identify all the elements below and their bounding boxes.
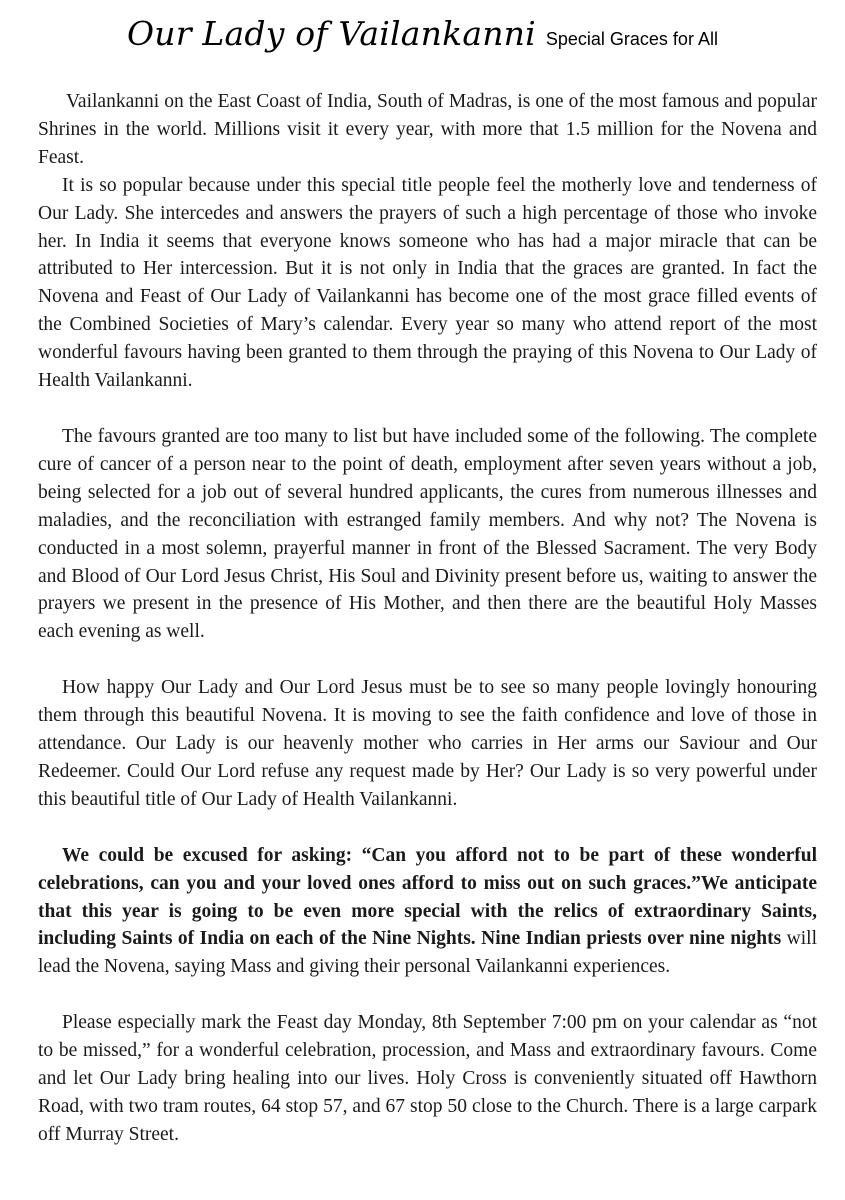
paragraph-gap	[38, 646, 817, 674]
paragraph-gap	[38, 814, 817, 842]
paragraph-favours: The favours granted are too many to list but have included some of the following. The complete cure of cancer of a person near to the point of death, employment after seven years without a job, being selected for a job out of several hundred applicants, the cures from numerous illnesses and maladies, and the reconciliation with estranged family members. And why not? The Novena is conducted in a most solemn, prayerful manner in front of the Blessed Sacrament. The very Body and Blood of Our Lord Jesus Christ, His Soul and Divinity present before us, waiting to answer the prayers we present in the presence of His Mother, and then there are the beautiful Holy Masses each evening as well.	[38, 425, 817, 643]
paragraph-intro: Vailankanni on the East Coast of India, South of Madras, is one of the most famous and popular Shrines in the world. Millions visit it every year, with more that 1.5 million for the Novena and Feast.	[38, 91, 817, 168]
page-subtitle: Special Graces for All	[545, 29, 718, 49]
header	[0, 14, 845, 53]
paragraph-popularity: It is so popular because under this special title people feel the motherly love and tenderness of Our Lady. She intercedes and answers the prayers of such a high percentage of those who invoke her. In India it seems that everyone knows someone who has had a major miracle that can be attributed to Her intercession. But it is not only in India that the graces are granted. In fact the Novena and Feast of Our Lady of Vailankanni has become one of the most grace filled events of the Combined Societies of Mary’s calendar. Every year so many who attend report of the most wonderful favours having been granted to them through the praying of this Novena to Our Lady of Health Vailankanni.	[38, 174, 817, 392]
paragraph-happy: How happy Our Lady and Our Lord Jesus must be to see so many people lovingly honouring them through this beautiful Novena. It is moving to see the faith confidence and love of those in attendance. Our Lady is our heavenly mother who carries in Her arms our Saviour and Our Redeemer. Could Our Lord refuse any request made by Her? Our Lady is so very powerful under this beautiful title of Our Lady of Health Vailankanni.	[38, 677, 817, 810]
paragraph-gap	[38, 981, 817, 1009]
plain-text: will lead the Novena, saying Mass and giving their personal Vailankanni experiences.	[38, 928, 817, 978]
page-title: Our Lady of Vailankanni	[127, 14, 536, 53]
paragraph-gap	[38, 395, 817, 423]
paragraph-excused	[38, 842, 817, 982]
bold-text: We could be excused for asking: “Can you afford not to be part of these wonderful celebrations, can you and your loved ones afford to miss out on such graces.”We anticipate that this year is going to be even more special with the relics of extraordinary Saints, including Saints of India on each of the Nine Nights. Nine Indian priests over nine nights	[38, 844, 817, 950]
article-body	[38, 88, 817, 1149]
paragraph-feast-day: Please especially mark the Feast day Monday, 8th September 7:00 pm on your calendar as “not to be missed,” for a wonderful celebration, procession, and Mass and extraordinary favours. Come and let Our Lady bring healing into our lives. Holy Cross is conveniently situated off Hawthorn Road, with two tram routes, 64 stop 57, and 67 stop 50 close to the Church. There is a large carpark off Murray Street.	[38, 1012, 817, 1145]
